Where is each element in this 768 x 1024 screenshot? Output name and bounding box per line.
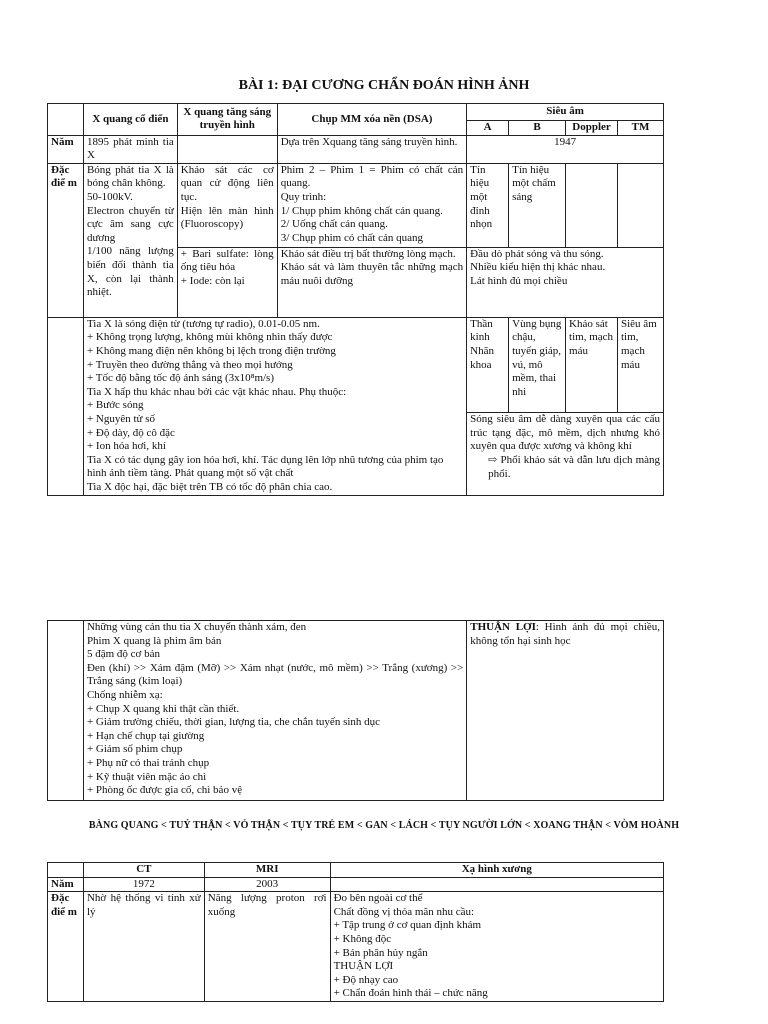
text-line: + Không trọng lượng, không mùi không nhìn thấy được (86, 331, 333, 344)
row-label-dacdiem: Đặc điể m (48, 163, 84, 317)
text-line: + Bari sulfate: lòng ống tiêu hóa (180, 247, 274, 274)
text-line: Chống nhiễm xạ: (86, 688, 163, 701)
film-notes (83, 621, 466, 801)
text-line: + Phụ nữ có thai tránh chụp (86, 756, 210, 769)
text-line: + Truyền theo đường thẳng và theo mọi hướng (86, 358, 293, 371)
sieuam-dacdiem-mid (467, 247, 664, 317)
text-line: + Ion hóa hơi, khí (86, 440, 166, 453)
text-line: + Bước sóng (86, 399, 144, 412)
text-line: + Độ nhạy cao (333, 973, 399, 986)
sieuam-b-use: Vùng bụng chậu, tuyến giáp, vú, mô mềm, thai nhi (509, 317, 566, 412)
xahinh-nam (330, 877, 663, 892)
text-line: Tia X độc hại, đặc biệt trên TB có tốc độ phân chia cao. (86, 480, 333, 493)
dsa-dacdiem-bottom (277, 247, 466, 317)
page-title: BÀI 1: ĐẠI CƯƠNG CHẨN ĐOÁN HÌNH ẢNH (238, 78, 530, 93)
header-tm: TM (618, 121, 664, 136)
text-line: + Không mang điện nên không bị lệch trong điện trường (86, 344, 336, 357)
text-line: Chất đồng vị thỏa mãn nhu cầu: (333, 905, 475, 918)
header-sieuam: Siêu âm (467, 104, 664, 121)
ultrasound-advantage (467, 621, 664, 801)
xquang-dacdiem (83, 163, 177, 317)
text-line: Nhiều kiểu hiện thị khác nhau. (470, 261, 606, 274)
xray-film-table (47, 620, 664, 801)
text-line: 50-100kV. (86, 190, 133, 203)
text-line: Phim X quang là phim âm bản (86, 634, 222, 647)
text-line: + Hạn chế chụp tại giường (86, 729, 205, 742)
header-a: A (467, 121, 509, 136)
text-line (470, 454, 660, 481)
comparison-table-xray-ultrasound (47, 103, 664, 496)
text-line: Đầu dò phát sóng và thu sóng. (470, 247, 604, 260)
header-tangsang: X quang tăng sáng truyền hình (177, 104, 277, 136)
row-label-dacdiem: Đặc điể m (48, 892, 84, 1002)
text-line: + Tốc độ bằng tốc độ ánh sáng (3x10⁸m/s) (86, 372, 274, 385)
header-doppler: Doppler (566, 121, 618, 136)
ct-dacdiem: Nhờ hệ thống vi tính xử lý (83, 892, 204, 1002)
header-b: B (509, 121, 566, 136)
row-label-empty (48, 317, 84, 495)
text-line: Tia X có tác dụng gây ion hóa hơi, khí. Tác dụng lên lớp nhũ tương của phim tạo hình ảnh tiềm tàng. Phát quang một số vật chất (86, 453, 444, 480)
arrow-right-icon: ⇨ (488, 453, 498, 466)
text-line: Electron chuyển từ cực âm sang cực dương (86, 204, 174, 244)
text-line: 1/100 năng lượng biến đổi thành tia X, còn lại thành nhiệt. (86, 245, 174, 299)
sieuam-tm-empty (618, 163, 664, 247)
sieuam-doppler-use: Khảo sát tim, mạch máu (566, 317, 618, 412)
tangsang-dacdiem-top (177, 163, 277, 247)
tangsang-nam (177, 135, 277, 163)
xquang-nam: 1895 phát minh tia X (83, 135, 177, 163)
text-line: Khảo sát và làm thuyên tắc những mạch máu nuôi dưỡng (280, 261, 464, 287)
text-line: Phổi khảo sát và dẫn lưu dịch màng phổi. (488, 453, 661, 480)
dsa-dacdiem-top (277, 163, 466, 247)
tiax-properties (83, 317, 466, 495)
sieuam-a-use: Thần kinh Nhãn khoa (467, 317, 509, 412)
ct-nam: 1972 (83, 877, 204, 892)
text-line: Lát hình đủ mọi chiều (470, 274, 568, 287)
text-line: Hiện lên màn hình (Fluoroscopy) (180, 204, 274, 231)
text-line: + Kỹ thuật viên mặc áo chì (86, 770, 207, 783)
comparison-table-ct-mri (47, 862, 664, 1002)
text-line: + Tập trung ở cơ quan định khám (333, 919, 482, 932)
text-line: + Chẩn đoán hình thái – chức năng (333, 987, 488, 1000)
sieuam-nam: 1947 (467, 135, 664, 163)
sieuam-penetration (467, 413, 664, 495)
text-line: Đo bên ngoài cơ thể (333, 892, 423, 905)
header-ct: CT (83, 863, 204, 878)
row-label-nam: Năm (48, 135, 84, 163)
text-line: Khảo sát điều trị bất thường lòng mạch. (280, 247, 456, 260)
text-line: + Iode: còn lại (180, 274, 245, 287)
text-line: Khảo sát các cơ quan cử động liên tục. (180, 163, 274, 203)
text-line: + Giảm số phim chụp (86, 743, 183, 756)
row-label-empty (48, 621, 84, 801)
advantage-text: : Hình ảnh đủ mọi chiều, không tổn hại sinh học (470, 621, 661, 647)
text-line: + Giảm trường chiếu, thời gian, lượng tia, che chắn tuyến sinh dục (86, 716, 381, 729)
dsa-nam: Dựa trên Xquang tăng sáng truyền hình. (277, 135, 466, 163)
text-line: + Chụp X quang khi thật cần thiết. (86, 702, 240, 715)
text-line: + Độ dày, độ cô đặc (86, 426, 175, 439)
mri-nam: 2003 (204, 877, 330, 892)
text-line: + Nguyên tử số (86, 412, 156, 425)
text-line: Quy trình: (280, 190, 327, 203)
header-dsa: Chụp MM xóa nền (DSA) (277, 104, 466, 136)
text-line: + Phòng ốc được gia cố, chì bảo vệ (86, 784, 243, 797)
text-line: 3/ Chụp phim có chất cản quang (280, 231, 424, 244)
text-line: Sóng siêu âm dễ dàng xuyên qua các cấu trúc tạng đặc, mô mềm, dịch nhưng khó xuyên qua được xương và không khí (470, 413, 660, 453)
sieuam-a-dacdiem: Tín hiệu một đỉnh nhọn (467, 163, 509, 247)
text-line: Tia X hấp thu khác nhau bởi các vật khác nhau. Phụ thuộc: (86, 385, 347, 398)
row-label-nam: Năm (48, 877, 84, 892)
corner-cell (48, 104, 84, 136)
text-line: 5 đậm độ cơ bản (86, 648, 160, 661)
header-xahinh: Xạ hình xương (330, 863, 663, 878)
text-line: 1/ Chụp phim không chất cản quang. (280, 204, 443, 217)
corner-cell (48, 863, 84, 878)
text-line: Những vùng cản thu tia X chuyển thành xám, đen (86, 621, 307, 633)
text-line: + Bán phân hủy ngắn (333, 946, 428, 959)
sieuam-b-dacdiem: Tín hiệu một chấm sáng (509, 163, 566, 247)
header-mri: MRI (204, 863, 330, 878)
header-xquang: X quang cổ điển (83, 104, 177, 136)
sieuam-doppler-empty (566, 163, 618, 247)
text-line: Phim 2 – Phim 1 = Phim có chất cản quang. (280, 163, 464, 190)
sieuam-tm-use: Siêu âm tim, mạch máu (618, 317, 664, 412)
text-line: Đen (khí) >> Xám đậm (Mỡ) >> Xám nhạt (nước, mô mềm) >> Trắng (xương) >> Trắng sáng (kim loại) (86, 661, 464, 688)
text-line: Tia X là sóng điện từ (tương tự radio), 0.01-0.05 nm. (86, 317, 320, 330)
text-line: + Không độc (333, 932, 392, 945)
text-line: Bóng phát tia X là bóng chân không. (86, 163, 174, 190)
advantage-label: THUẬN LỢI (470, 621, 536, 633)
text-line: 2/ Uống chất cản quang. (280, 218, 388, 231)
echogenicity-order-caption: BÀNG QUANG < TUỶ THẬN < VỎ THẬN < TỤY TRẺ EM < GAN < LÁCH < TỤY NGƯỜI LỚN < XOANG THẬN < VÒM HOÀNH (88, 820, 680, 831)
tangsang-dacdiem-bottom (177, 247, 277, 317)
xahinh-dacdiem (330, 892, 663, 1002)
mri-dacdiem: Năng lượng proton rơi xuống (204, 892, 330, 1002)
text-line: THUẬN LỢI (333, 960, 394, 973)
